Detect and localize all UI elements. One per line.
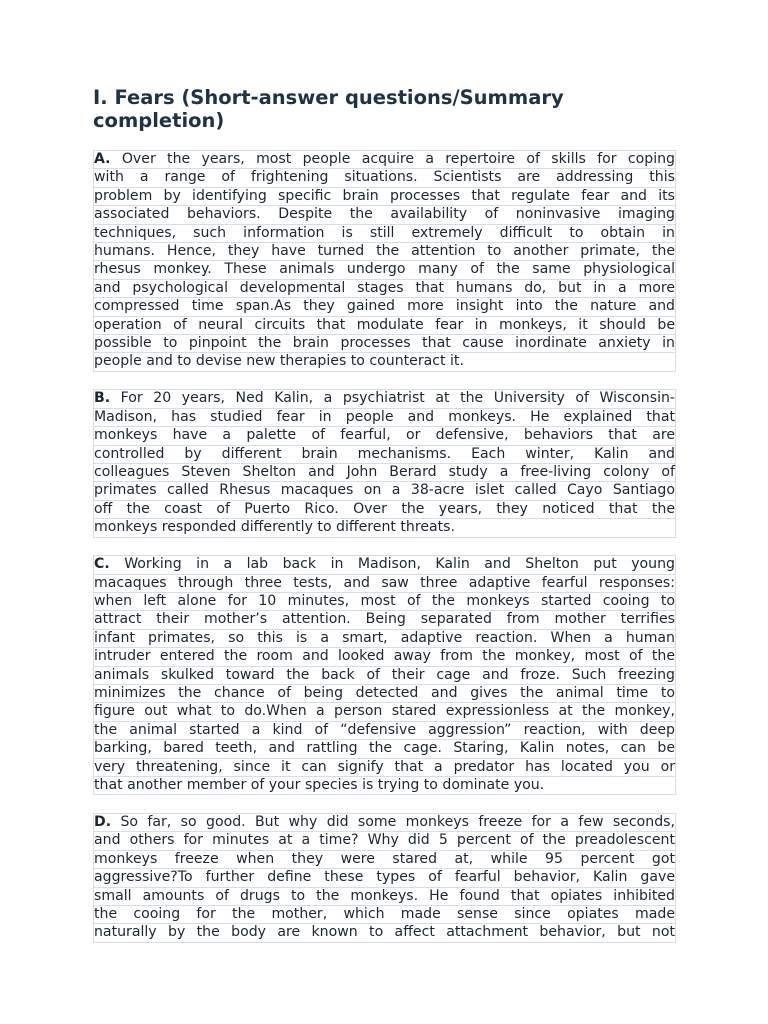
passage-line (93, 335, 676, 353)
passage-line (93, 777, 676, 795)
passage-line (93, 353, 676, 371)
passage-letter: B. (94, 390, 111, 407)
passage-b (93, 389, 676, 537)
passage-text: naturally by the body are known to affect attachment behavior, but not (94, 924, 675, 941)
passage-text: attract their mother’s attention. Being separated from mother terrifies (94, 611, 675, 628)
passage-line (93, 464, 676, 482)
passage-text: aggressive?To further define these types of fearful behavior, Kalin gave (94, 869, 675, 886)
passage-text: very threatening, since it can signify that a predator has located you or (94, 758, 675, 775)
passage-letter: C. (94, 556, 110, 573)
passage-text: minimizes the chance of being detected and gives the animal time to (94, 684, 675, 701)
passage-line (93, 759, 676, 777)
passage-letter: A. (94, 151, 111, 167)
passage-line (93, 501, 676, 519)
passage-line (93, 924, 676, 942)
passage-text: figure out what to do.When a person stared expressionless at the monkey, (94, 703, 675, 720)
passages-container (93, 150, 676, 943)
passage-line (93, 575, 676, 593)
passage-text: the animal started a kind of “defensive aggression” reaction, with deep (94, 721, 675, 738)
passage-line (93, 169, 676, 187)
passage-line (93, 446, 676, 464)
passage-text: Madison, has studied fear in people and monkeys. He explained that (94, 408, 675, 425)
passage-text: operation of neural circuits that modulate fear in monkeys, it should be (94, 316, 675, 333)
passage-line (93, 851, 676, 869)
passage-line (93, 389, 676, 408)
passage-text: the cooing for the mother, which made sense since opiates made (94, 905, 675, 922)
passage-line (93, 593, 676, 611)
passage-text: colleagues Steven Shelton and John Berard study a free-living colony of (94, 464, 675, 480)
passage-line (93, 906, 676, 924)
passage-text: associated behaviors. Despite the availability of noninvasive imaging (94, 206, 675, 223)
passage-line (93, 555, 676, 574)
passage-line (93, 888, 676, 906)
passage-text: humans. Hence, they have turned the attention to another primate, the (94, 243, 675, 260)
passage-c (93, 555, 676, 795)
passage-text: intruder entered the room and looked away from the monkey, most of the (94, 648, 675, 665)
passage-text: barking, bared teeth, and rattling the cage. Staring, Kalin notes, can be (94, 740, 675, 757)
passage-line (93, 648, 676, 666)
passage-line (93, 685, 676, 703)
page-title: I. Fears (Short-answer questions/Summary completion) (93, 86, 564, 132)
passage-text: and psychological developmental stages that humans do, but in a more (94, 279, 675, 296)
passage-a (93, 150, 676, 372)
passage-line (93, 740, 676, 758)
passage-text: small amounts of drugs to the monkeys. He found that opiates inhibited (94, 887, 675, 904)
passage-line (93, 243, 676, 261)
passage-text: rhesus monkey. These animals undergo many of the same physiological (94, 261, 675, 278)
passage-line (93, 409, 676, 427)
passage-text: people and to devise new therapies to counteract it. (94, 353, 464, 370)
passage-line (93, 869, 676, 887)
passage-letter: D. (94, 813, 112, 830)
passage-line (93, 317, 676, 335)
passage-text: monkeys freeze when they were stared at, while 95 percent got (94, 850, 675, 867)
passage-text: controlled by different brain mechanisms. Each winter, Kalin and (94, 445, 675, 462)
passage-line (93, 482, 676, 500)
passage-text: compressed time span.As they gained more insight into the nature and (94, 298, 675, 315)
passage-text: problem by identifying specific brain processes that regulate fear and its (94, 187, 675, 204)
passage-text: macaques through three tests, and saw three adaptive fearful responses: (94, 574, 675, 591)
passage-text: monkeys responded differently to different threats. (94, 519, 455, 536)
passage-text: infant primates, so this is a smart, adaptive reaction. When a human (94, 629, 675, 646)
passage-line (93, 427, 676, 445)
passage-text: primates called Rhesus macaques on a 38-acre islet called Cayo Santiago (94, 482, 675, 499)
passage-text: monkeys have a palette of fearful, or defensive, behaviors that are (94, 427, 675, 444)
passage-line (93, 703, 676, 721)
passage-text: possible to pinpoint the brain processes that cause inordinate anxiety in (94, 335, 675, 352)
passage-line (93, 150, 676, 169)
passage-line (93, 188, 676, 206)
passage-line (93, 280, 676, 298)
passage-text: that another member of your species is trying to dominate you. (94, 777, 545, 793)
passage-text: with a range of frightening situations. Scientists are addressing this (94, 169, 675, 186)
passage-line (93, 832, 676, 850)
passage-line (93, 611, 676, 629)
passage-line (93, 261, 676, 279)
passage-d (93, 813, 676, 943)
passage-text: Over the years, most people acquire a repertoire of skills for coping (121, 151, 675, 167)
passage-line (93, 206, 676, 224)
passage-text: techniques, such information is still extremely difficult to obtain in (94, 224, 675, 241)
passage-text: For 20 years, Ned Kalin, a psychiatrist at the University of Wisconsin- (120, 390, 676, 407)
document-page (93, 86, 676, 960)
passage-text: Working in a lab back in Madison, Kalin and Shelton put young (124, 556, 675, 573)
passage-line (93, 298, 676, 316)
passage-text: and others for minutes at a time? Why did 5 percent of the preadolescent (94, 832, 675, 849)
passage-line (93, 667, 676, 685)
passage-text: animals skulked toward the back of their cage and froze. Such freezing (94, 666, 675, 683)
passage-line (93, 225, 676, 243)
passage-line (93, 722, 676, 740)
passage-line (93, 519, 676, 537)
passage-line (93, 630, 676, 648)
passage-text: So far, so good. But why did some monkeys freeze for a few seconds, (120, 813, 675, 830)
passage-text: when left alone for 10 minutes, most of the monkeys started cooing to (94, 592, 675, 609)
passage-text: off the coast of Puerto Rico. Over the years, they noticed that the (94, 500, 675, 517)
passage-line (93, 813, 676, 832)
